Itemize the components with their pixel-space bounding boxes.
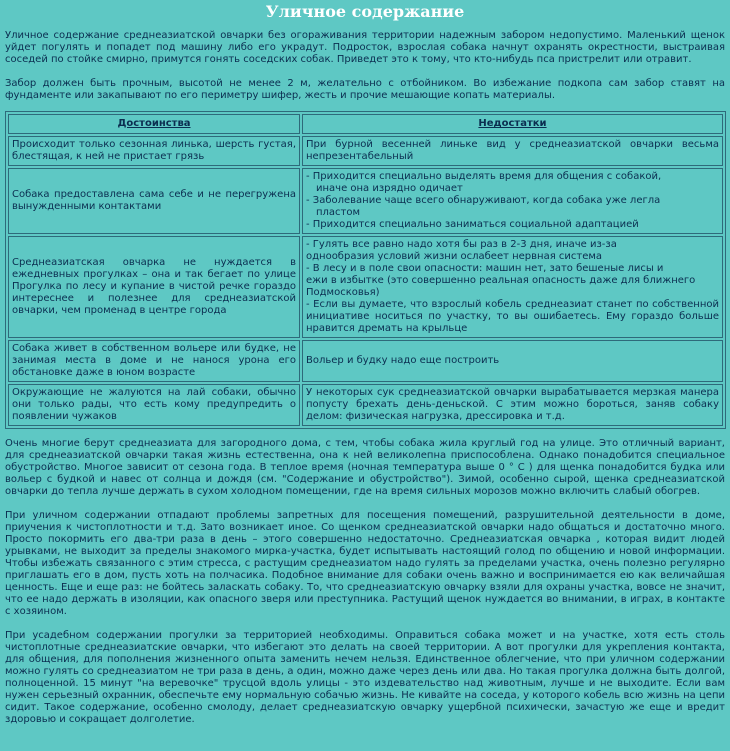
pro-cell: Происходит только сезонная линька, шерсть густая, блестящая, к ней не пристает грязь <box>8 136 300 166</box>
page-title: Уличное содержание <box>265 2 465 21</box>
con-cell <box>302 136 723 166</box>
con-line: Вольер и будку надо еще построить <box>306 355 500 366</box>
con-cell <box>302 168 723 234</box>
con-line: При бурной весенней линьке вид у среднеазиатской овчарки весьма непрезентабельный <box>306 139 719 162</box>
pro-cell: Среднеазиатская овчарка не нуждается в ежедневных прогулках – она и так бегает по улице Прогулка по лесу и купание в чистой речке гораздо интереснее и полезнее для среднеазиатской овчарки, чем променад в центре города <box>8 236 300 338</box>
con-line: - В лесу и в поле свои опасности: машин нет, зато бешеные лисы и <box>306 263 664 274</box>
pro-cell: Собака предоставлена сама себе и не перегружена вынужденными контактами <box>8 168 300 234</box>
table-row <box>8 236 723 338</box>
con-line: - Приходится специально заниматься социальной адаптацией <box>306 219 639 230</box>
con-cell <box>302 236 723 338</box>
con-line: ежи в избытке (это совершенно реальная опасность даже для ближнего <box>306 275 696 286</box>
table-row <box>8 168 723 234</box>
intro-paragraph-1: Уличное содержание среднеазиатской овчарки без огораживания территории надежным забором недопустимо. Маленький щенок уйдет погулять и попадет под машину либо его украдут. Подросток, взрослая собака начнут охранять окрестности, выстраивая соседей по стойке смирно, примутся гонять соседских собак. Приведет это к тому, что кто-нибудь пса пристрелит или отравит. <box>5 30 725 65</box>
con-line: Подмосковья) <box>306 287 380 298</box>
con-line: У некоторых сук среднеазиатской овчарки вырабатывается мерзкая манера попусту брехать день-деньской. С этим можно бороться, заняв собаку делом: физическая нагрузка, дрессировка и т.д. <box>306 387 719 422</box>
intro-paragraph-2: Забор должен быть прочным, высотой не менее 2 м, желательно с отбойником. Во избежание подкопа сам забор ставят на фундаменте или закапывают по его периметру шифер, жесть и прочие мешающие копать материалы. <box>5 78 725 101</box>
body-paragraph-2: При уличном содержании отпадают проблемы запретных для посещения помещений, разрушительной деятельности в доме, приучения к чистоплотности и т.д. Зато возникает иное. Со щенком среднеазиатской овчарки надо общаться и достаточно много. Просто покормить его два-три раза в день – этого совершенно недостаточно. Среднеазиатская овчарка , которая видит людей урывками, не выходит за пределы знакомого мирка-участка, будет испытывать настоящий голод по общению и новой информации. Чтобы избежать связанного с этим стресса, с растущим среднеазиатом надо гулять за пределами участка, очень полезно регулярно приглашать его в дом, пусть хоть на полчасика. Подобное внимание для собаки очень важно и воспринимается ею как величайшая ценность. Еще и еще раз: не бойтесь заласкать собаку. То, что среднеазиатскую овчарку взяли для охраны участка, вовсе не значит, что ее надо держать в изоляции, как опасного зверя или преступника. Растущий щенок нуждается во внимании, в играх, в контакте с хозяином. <box>5 510 725 617</box>
pros-cons-table <box>5 111 726 429</box>
table-row <box>8 384 723 426</box>
con-line: - Заболевание чаще всего обнаруживают, когда собака уже легла <box>306 195 661 206</box>
header-pros: Достоинства <box>8 114 300 134</box>
body-paragraph-1: Очень многие берут среднеазиата для загородного дома, с тем, чтобы собака жила круглый год на улице. Это отличный вариант, для среднеазиатской овчарки такая жизнь естественна, она к ней великолепна приспособлена. Однако понадобится специальное обустройство. Многое зависит от сезона года. В теплое время (ночная температура выше 0 ° C ) для щенка понадобится будка или вольер с будкой и навес от солнца и дождя (см. "Содержание и обустройство"). Зимой, особенно сырой, щенка среднеазиатской овчарки до тепла лучше держать в сухом холодном помещении, где на время сильных морозов можно включить слабый обогрев. <box>5 438 725 497</box>
con-line: пластом <box>316 207 361 218</box>
con-line: однообразия условий жизни ослабеет нервная система <box>306 251 603 262</box>
con-line: - Приходится специально выделять время для общения с собакой, <box>306 171 662 182</box>
con-cell <box>302 340 723 382</box>
pro-cell: Окружающие не жалуются на лай собаки, обычно они только рады, что есть кому предупредить о появлении чужаков <box>8 384 300 426</box>
con-line: - Гулять все равно надо хотя бы раз в 2-3 дня, иначе из-за <box>306 239 617 250</box>
con-cell <box>302 384 723 426</box>
table-row <box>8 340 723 382</box>
table-header-row <box>8 114 723 134</box>
table-row <box>8 136 723 166</box>
header-cons: Недостатки <box>302 114 723 134</box>
con-line: - Если вы думаете, что взрослый кобель среднеазиат станет по собственной инициативе носиться по участку, то вы ошибаетесь. Ему гораздо больше нравится дремать на крыльце <box>306 299 719 334</box>
con-line: иначе она изрядно одичает <box>316 183 463 194</box>
pro-cell: Собака живет в собственном вольере или будке, не занимая места в доме и не нанося урона его обстановке даже в юном возрасте <box>8 340 300 382</box>
body-paragraph-3: При усадебном содержании прогулки за территорией необходимы. Оправиться собака может и на участке, хотя есть столь чистоплотные среднеазиатские овчарки, что избегают это делать на своей территории. А вот прогулки для укрепления контакта, для общения, для пополнения жизненного опыта заменить нечем нельзя. Единственное облегчение, что при уличном содержании можно гулять со среднеазиатом не три раза в день, а один, можно даже через день или два. Но такая прогулка должна быть долгой, полноценной. 15 минут "на веревочке" трусцой вдоль улицы - это издевательство над животным, лучше и не выходите. Если вам нужен серьезный охранник, обеспечьте ему нормальную собачью жизнь. Не кивайте на соседа, у которого кобель всю жизнь на цепи сидит. Такое содержание, особенно смолоду, делает среднеазиатскую овчарку ущербной психически, зачастую же еще и вредит здоровью и сокращает долголетие. <box>5 630 725 725</box>
